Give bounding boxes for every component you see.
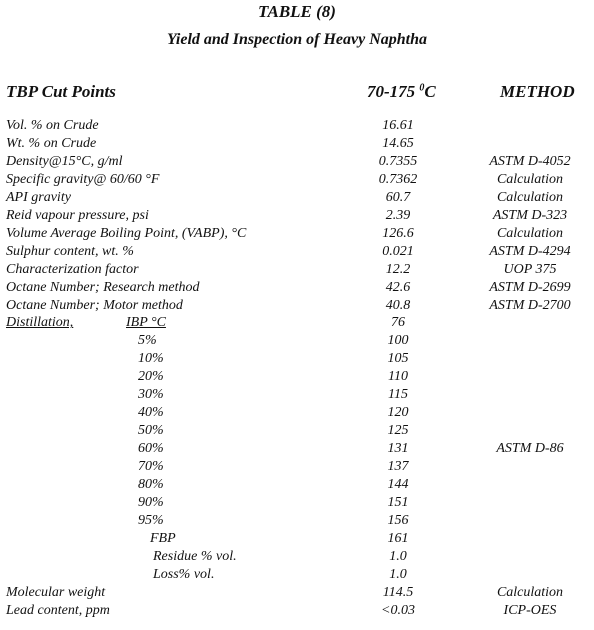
row-label: Lead content, ppm [6, 602, 110, 618]
table-row [0, 548, 594, 565]
row-label: FBP [150, 530, 176, 546]
row-method: Calculation [496, 189, 564, 205]
row-sublabel: IBP °C [126, 315, 166, 331]
table-row [0, 314, 594, 331]
row-value: 115 [388, 387, 408, 403]
table-row [0, 279, 594, 296]
row-label: Distillation, [6, 315, 74, 331]
row-value: 131 [387, 441, 409, 457]
table-row [0, 225, 594, 242]
row-value: 14.65 [382, 135, 414, 151]
row-method: ASTM D-2700 [489, 297, 571, 313]
header-label: TBP Cut Points [6, 82, 116, 101]
table-row [0, 422, 594, 439]
row-value: 2.39 [385, 207, 411, 223]
row-value: 137 [387, 459, 409, 475]
row-label: Octane Number; Motor method [6, 297, 183, 313]
row-method: Calculation [496, 171, 564, 187]
table-row [0, 566, 594, 583]
row-value: 126.6 [382, 225, 414, 241]
row-label: 10% [138, 351, 164, 367]
table-row [0, 584, 594, 601]
row-value: 1.0 [389, 566, 407, 582]
row-label: 20% [138, 369, 164, 385]
row-label: 90% [138, 494, 164, 510]
header-method: METHOD [500, 82, 575, 101]
table-row [0, 135, 594, 152]
header-value-range: 70-175 [367, 82, 416, 101]
row-label: Specific gravity@ 60/60 °F [6, 171, 160, 187]
table-row [0, 261, 594, 278]
row-value: <0.03 [381, 602, 415, 618]
row-label: Density@15°C, g/ml [6, 153, 123, 169]
row-method: ASTM D-4052 [489, 153, 571, 169]
row-label: 5% [138, 333, 157, 349]
row-method: UOP 375 [503, 261, 557, 277]
row-label: Wt. % on Crude [6, 135, 97, 151]
header-degree: 0 [419, 82, 425, 94]
row-value: 12.2 [385, 261, 411, 277]
table-row [0, 153, 594, 170]
row-method: ASTM D-86 [496, 441, 564, 457]
row-label: 80% [138, 477, 164, 492]
row-value: 76 [391, 315, 405, 331]
row-value: 161 [387, 530, 409, 546]
row-label: Loss% vol. [153, 566, 215, 582]
row-value: 1.0 [389, 548, 407, 564]
row-value: 151 [387, 494, 409, 510]
table-row [0, 368, 594, 385]
row-value: 156 [387, 512, 409, 528]
table-row [0, 440, 594, 457]
row-method: Calculation [496, 225, 564, 241]
table-row [0, 350, 594, 367]
row-label: Residue % vol. [153, 548, 237, 564]
row-value: 105 [387, 351, 409, 367]
table-row [0, 458, 594, 475]
row-label: 50% [138, 423, 164, 439]
row-label: Molecular weight [6, 584, 106, 600]
row-label: 40% [138, 405, 164, 421]
row-method: Calculation [496, 584, 564, 600]
table-row [0, 404, 594, 421]
row-label: Characterization factor [6, 261, 139, 277]
row-label: Volume Average Boiling Point, (VABP), °C [6, 225, 247, 241]
table-row [0, 297, 594, 314]
row-method: ASTM D-4294 [489, 243, 571, 259]
table-row [0, 602, 594, 619]
table-title: TABLE (8) [258, 2, 336, 21]
table-row [0, 243, 594, 260]
row-label: API gravity [6, 189, 71, 205]
row-value: 0.7355 [378, 153, 418, 169]
table-row [0, 476, 594, 493]
row-method: ICP-OES [503, 602, 557, 618]
table-row [0, 189, 594, 206]
header-value [367, 82, 436, 102]
row-value: 40.8 [385, 297, 411, 313]
table-row [0, 386, 594, 403]
table-row [0, 494, 594, 511]
table-row [0, 117, 594, 134]
row-label: Sulphur content, wt. % [6, 243, 134, 259]
table-row [0, 332, 594, 349]
row-value: 0.7362 [378, 171, 418, 187]
row-value: 0.021 [382, 243, 414, 259]
row-value: 144 [387, 477, 409, 492]
row-method: ASTM D-323 [492, 207, 568, 223]
table-row [0, 171, 594, 188]
row-method: ASTM D-2699 [489, 279, 571, 295]
row-label: Reid vapour pressure, psi [6, 207, 149, 223]
row-label: Vol. % on Crude [6, 118, 99, 133]
row-value: 16.61 [382, 118, 414, 133]
row-label: 95% [138, 512, 164, 528]
row-value: 114.5 [382, 584, 414, 600]
row-label: Octane Number; Research method [6, 279, 200, 295]
row-value: 60.7 [385, 189, 411, 205]
row-label: 30% [138, 387, 164, 403]
table-row [0, 512, 594, 529]
row-value: 100 [387, 333, 409, 349]
row-value: 120 [387, 405, 409, 421]
row-value: 42.6 [385, 279, 411, 295]
row-label: 70% [138, 459, 164, 475]
table-row [0, 530, 594, 547]
row-value: 125 [387, 423, 409, 439]
header-unit: C [424, 82, 436, 101]
row-value: 110 [388, 369, 408, 385]
table-row [0, 207, 594, 224]
table-subtitle: Yield and Inspection of Heavy Naphtha [167, 31, 427, 48]
row-label: 60% [138, 441, 164, 457]
